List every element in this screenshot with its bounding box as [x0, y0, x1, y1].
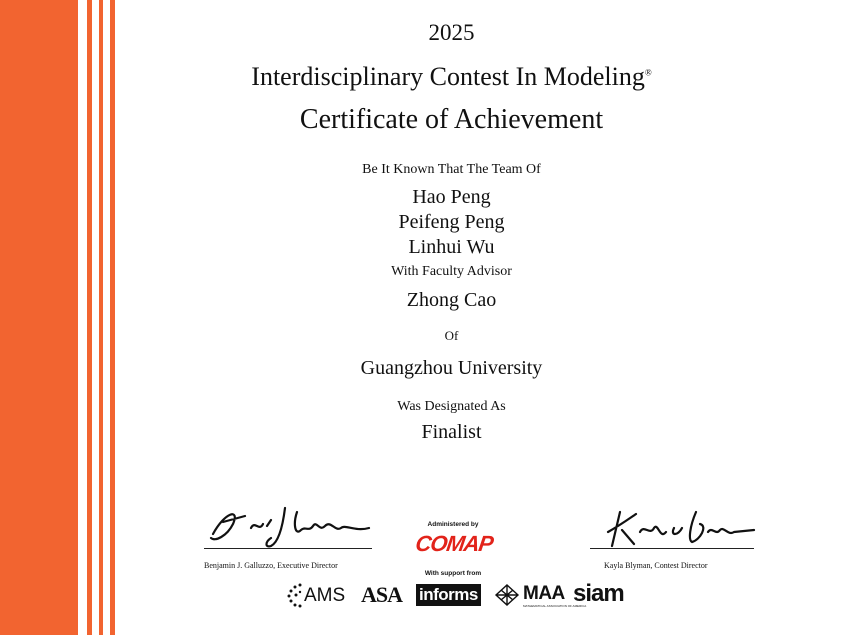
designation: Finalist [421, 421, 482, 443]
administered-by-label: Administered by [427, 521, 479, 528]
ams-star-icon [286, 582, 306, 608]
comap-logo: COMAP [413, 531, 495, 556]
maa-logo: MAA [523, 583, 565, 604]
university-name: Guangzhou University [360, 357, 543, 379]
team-member-1: Hao Peng [412, 186, 491, 208]
maa-subtext: MATHEMATICAL ASSOCIATION OF AMERICA [523, 604, 587, 608]
certificate-title: Certificate of Achievement [299, 104, 604, 135]
team-member-3: Linhui Wu [408, 236, 495, 258]
right-signature [600, 506, 760, 550]
orange-stripe-3 [110, 0, 115, 635]
contest-name: Interdisciplinary Contest In Modeling [251, 62, 645, 91]
informs-logo: informs [416, 584, 481, 606]
registered-mark: ® [644, 67, 652, 78]
right-signature-line [590, 548, 754, 549]
contest-title [0, 62, 846, 92]
left-orange-band [0, 0, 78, 635]
left-signature-caption: Benjamin J. Galluzzo, Executive Director [204, 561, 338, 570]
ams-logo: AMS [304, 585, 346, 606]
left-signature [205, 502, 375, 552]
asa-logo: ASA [361, 582, 403, 607]
support-label: With support from [424, 570, 482, 577]
of-label: Of [444, 328, 459, 343]
siam-logo: siam [573, 580, 624, 607]
orange-stripe-2 [99, 0, 103, 635]
certificate-year: 2025 [428, 20, 475, 45]
team-member-2: Peifeng Peng [398, 211, 505, 233]
advisor-label: With Faculty Advisor [391, 264, 512, 279]
advisor-name: Zhong Cao [406, 289, 497, 311]
orange-stripe-1 [87, 0, 92, 635]
left-signature-line [204, 548, 372, 549]
right-signature-caption: Kayla Blyman, Contest Director [604, 561, 708, 570]
maa-diamond-icon [494, 583, 520, 607]
intro-text: Be It Known That The Team Of [362, 162, 541, 177]
designated-label: Was Designated As [397, 399, 506, 414]
